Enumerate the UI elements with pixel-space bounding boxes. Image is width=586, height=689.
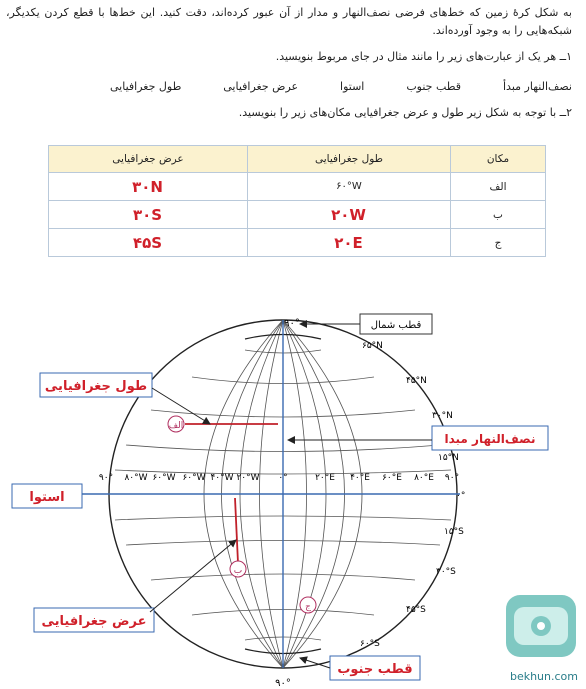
label-lon-e90: ۹۰° xyxy=(444,473,460,483)
cell-place: ب xyxy=(451,201,546,229)
equator-answer: استوا xyxy=(29,490,65,505)
label-top-90: ۹۰° xyxy=(284,318,300,329)
cell-latitude: ۳۰S xyxy=(49,201,248,229)
label-lon-w90: ۹۰° xyxy=(98,473,114,483)
label-lon-w60b: ۶۰°W xyxy=(182,473,206,483)
cell-place: ج xyxy=(451,229,546,257)
header-place: مکان xyxy=(451,146,546,173)
point-c-label: ج xyxy=(305,602,311,612)
south-pole-answer: قطب جنوب xyxy=(337,662,413,677)
cell-latitude: ۴۵S xyxy=(49,229,248,257)
label-lon-w60a: ۶۰°W xyxy=(152,473,176,483)
header-longitude: طول جغرافیایی xyxy=(248,146,451,173)
label-lon-e20: ۲۰°E xyxy=(315,473,335,483)
term-equator: استوا xyxy=(340,80,365,93)
term-south-pole: قطب جنوب xyxy=(406,80,462,93)
meridian-answer: نصف‌النهار مبدا xyxy=(444,432,536,446)
latitude-answer: عرض جغرافیایی xyxy=(41,614,147,629)
label-lat-15n: ۱۵°N xyxy=(438,453,459,463)
label-lon-e80: ۸۰°E xyxy=(414,473,434,483)
header-latitude: عرض جغرافیایی xyxy=(49,146,248,173)
label-lat-0: ۰° xyxy=(456,491,466,501)
label-lon-0: ۰° xyxy=(278,473,288,483)
term-prime-meridian: نصف‌النهار مبدأ xyxy=(503,80,572,93)
bekhun-logo xyxy=(492,587,580,683)
question-1: ۱ــ هر یک از عبارت‌های زیر را مانند مثال در جای مربوط بنویسید. xyxy=(275,50,572,63)
terms-list xyxy=(110,80,572,93)
north-pole-label: قطب شمال xyxy=(370,320,422,331)
answer-table xyxy=(48,145,546,257)
label-lon-e60: ۶۰°E xyxy=(382,473,402,483)
table-row xyxy=(49,201,546,229)
cell-longitude: ۲۰W xyxy=(248,201,451,229)
label-lon-w40: ۴۰°W xyxy=(210,473,234,483)
label-lat-60s: ۶۰°S xyxy=(360,639,380,649)
label-lon-w80: ۸۰°W xyxy=(124,473,148,483)
table-header-row xyxy=(49,146,546,173)
table-row xyxy=(49,229,546,257)
term-latitude: عرض جغرافیایی xyxy=(223,80,299,93)
question-2: ۲ــ با توجه به شکل زیر طول و عرض جغرافیایی مکان‌های زیر را بنویسید. xyxy=(238,106,572,119)
label-bottom-90: ۹۰° xyxy=(275,678,291,689)
label-lon-w20: ۲۰°W xyxy=(236,473,260,483)
point-a-label: الف xyxy=(168,421,184,431)
term-longitude: طول جغرافیایی xyxy=(110,80,182,93)
label-lat-45s: ۴۵°S xyxy=(406,605,426,615)
cell-longitude: ۲۰E xyxy=(248,229,451,257)
cell-longitude: ۶۰°W xyxy=(248,173,451,201)
intro-paragraph: به شکل کرهٔ زمین که خط‌های فرضی نصف‌النهار و مدار از آن عبور کرده‌اند، دقت کنید. این خط‌ها با قطع کردن یکدیگر، شبکه‌هایی را به وجود آورده‌اند. xyxy=(6,6,572,37)
cell-place: الف xyxy=(451,173,546,201)
label-lat-65n: ۶۵°N xyxy=(362,341,383,351)
label-lat-30s: ۳۰°S xyxy=(436,567,456,577)
label-lon-e40: ۴۰°E xyxy=(350,473,370,483)
label-lat-15s: ۱۵°S xyxy=(444,527,464,537)
longitude-answer: طول جغرافیایی xyxy=(44,379,148,394)
label-lat-30n: ۳۰°N xyxy=(432,411,453,421)
watermark-text: bekhun.com xyxy=(509,670,578,683)
point-b-label: ب xyxy=(233,566,243,576)
label-lat-45n: ۴۵°N xyxy=(406,376,427,386)
table-row xyxy=(49,173,546,201)
cell-latitude: ۳۰N xyxy=(49,173,248,201)
latitude-red-line xyxy=(235,498,238,563)
